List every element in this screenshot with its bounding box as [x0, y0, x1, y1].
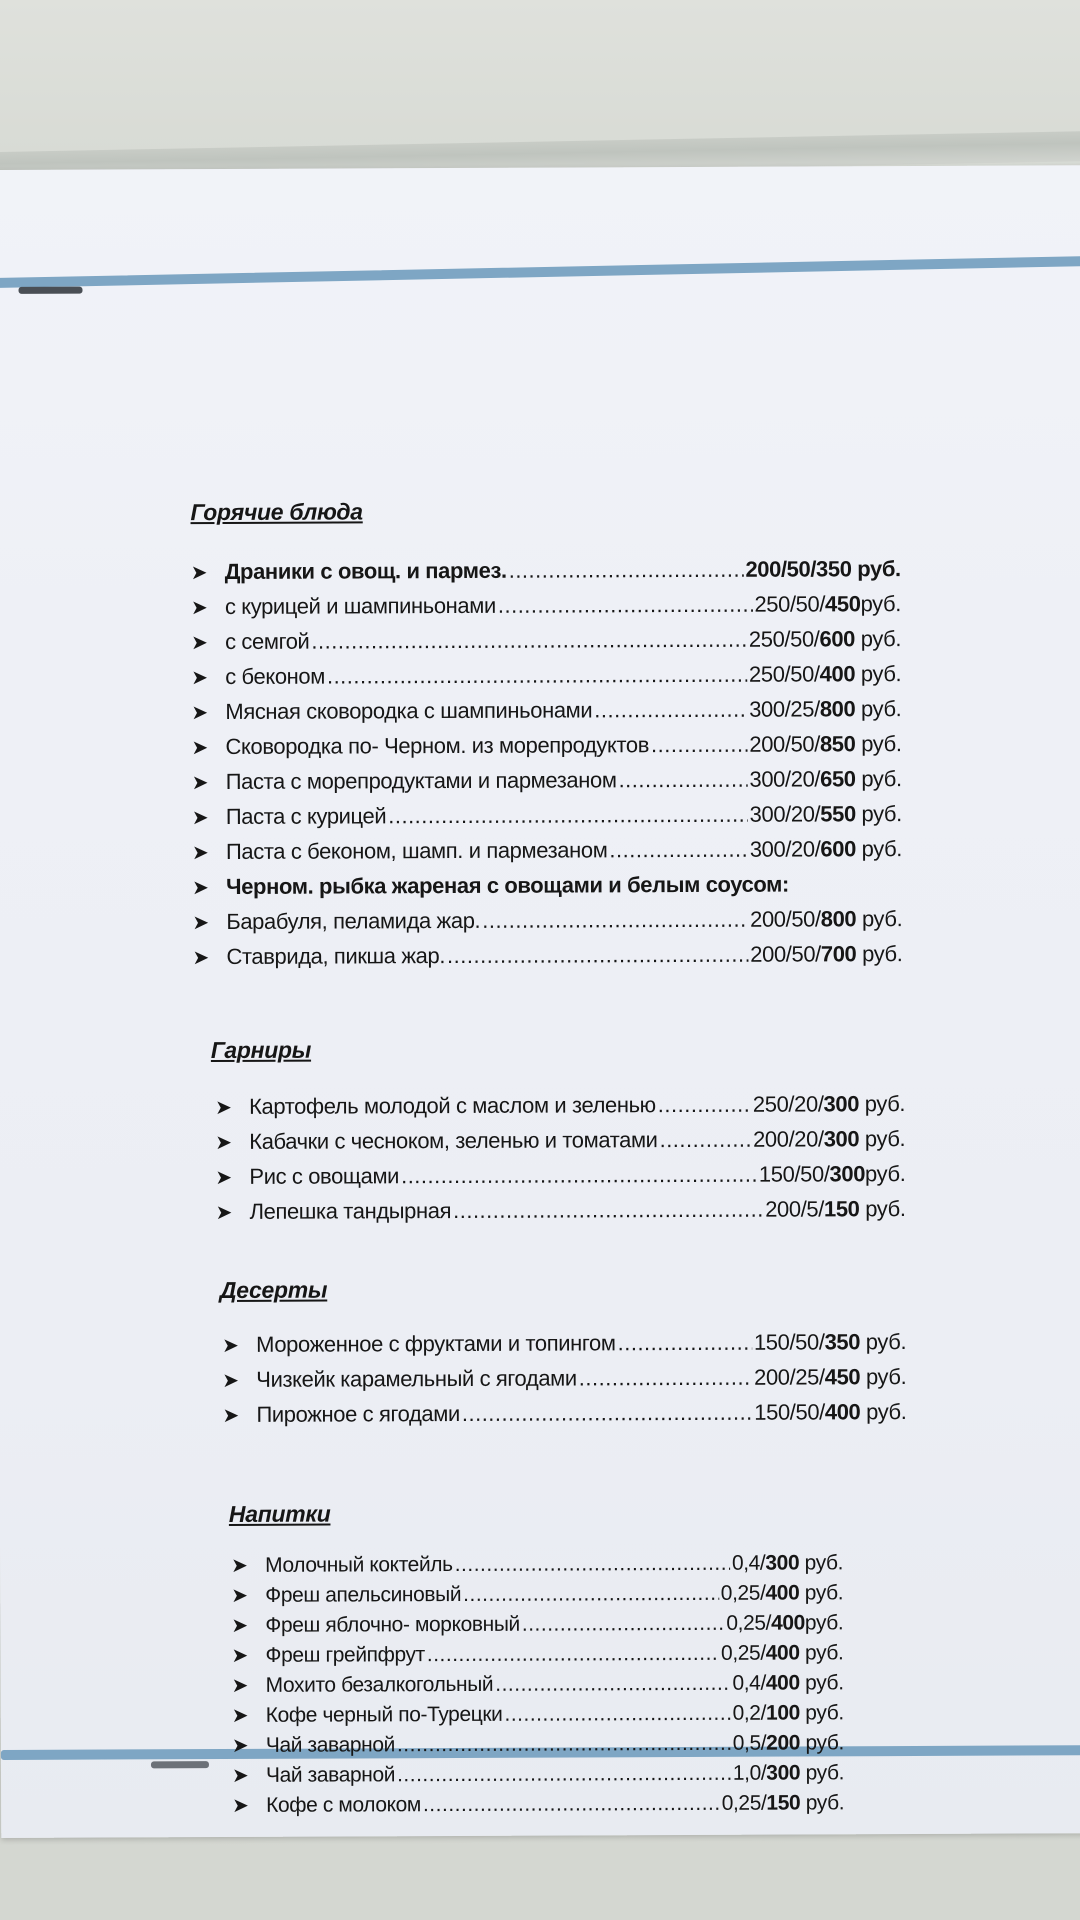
menu-item-price — [753, 1121, 905, 1157]
leader-dots — [522, 1609, 725, 1640]
price-portion: 1,0/ — [732, 1761, 767, 1785]
menu-item — [231, 1638, 843, 1671]
price-amount: 350 — [815, 556, 852, 582]
price-portion: 150/50/ — [758, 1161, 830, 1187]
price-portion: 0,4/ — [732, 1671, 766, 1695]
menu-item — [191, 726, 901, 764]
price-amount: 700 — [820, 941, 857, 967]
desserts-list — [222, 1324, 906, 1432]
price-portion: 200/50/ — [750, 906, 821, 932]
price-unit: руб. — [851, 556, 901, 582]
bullet-arrow-icon: ➤ — [191, 632, 208, 655]
price-portion: 200/50/ — [745, 556, 817, 582]
price-unit: руб. — [855, 661, 902, 687]
leader-dots — [659, 1122, 751, 1157]
price-amount: 400 — [765, 1671, 800, 1695]
price-amount: 600 — [820, 836, 856, 862]
menu-item-name: Черном. рыбка жареная с овощами и белым соусом: — [226, 871, 789, 899]
menu-item — [232, 1788, 844, 1821]
bullet-arrow-icon: ➤ — [191, 772, 209, 795]
price-unit: руб. — [799, 1731, 844, 1755]
price-unit: руб. — [855, 801, 902, 827]
menu-item-name: Лепешка тандырная — [249, 1198, 452, 1224]
bullet-arrow-icon: ➤ — [231, 1614, 248, 1637]
section-hot-title-wrap — [190, 496, 900, 526]
menu-item — [222, 1324, 906, 1362]
menu-item — [191, 656, 901, 694]
bullet-arrow-icon: ➤ — [231, 1584, 248, 1607]
menu-item-price — [750, 796, 902, 832]
leader-dots — [427, 1639, 719, 1670]
menu-item-name: Картофель молодой с маслом и зеленью — [249, 1092, 656, 1119]
price-amount: 300 — [823, 1126, 860, 1152]
bullet-arrow-icon: ➤ — [222, 1404, 239, 1428]
price-portion: 200/50/ — [749, 731, 820, 757]
menu-item — [222, 1359, 906, 1397]
price-amount: 800 — [819, 696, 856, 722]
menu-item — [232, 1698, 844, 1731]
bullet-arrow-icon: ➤ — [231, 1674, 249, 1697]
leader-dots — [397, 1729, 731, 1760]
menu-content — [190, 326, 910, 1817]
leader-dots — [618, 762, 747, 798]
price-unit: руб. — [860, 591, 901, 617]
menu-item-name: Кофе черный по-Турецки — [265, 1702, 503, 1727]
menu-item-price — [749, 691, 901, 727]
menu-item-name: Чай заварной — [265, 1763, 396, 1787]
price-amount: 600 — [819, 626, 856, 652]
menu-item-price — [733, 1728, 844, 1758]
menu-item-name: Мороженное с фруктами и топингом — [256, 1330, 616, 1357]
price-amount: 400 — [765, 1581, 800, 1605]
menu-item — [222, 1394, 906, 1432]
menu-item — [192, 831, 902, 869]
price-unit: руб. — [860, 1364, 907, 1390]
price-unit: руб. — [799, 1671, 844, 1695]
price-unit: руб. — [799, 1551, 844, 1575]
menu-item-name: Чизкейк карамельный с ягодами — [256, 1365, 577, 1392]
price-unit: руб. — [855, 696, 902, 722]
bullet-arrow-icon: ➤ — [231, 1704, 249, 1727]
price-amount: 400 — [771, 1611, 805, 1635]
price-amount: 300 — [823, 1091, 860, 1117]
bullet-arrow-icon: ➤ — [190, 597, 208, 620]
menu-item-name: с курицей и шампиньонами — [224, 592, 496, 619]
menu-item-name: с беконом — [225, 663, 325, 689]
price-portion: 300/20/ — [749, 801, 821, 827]
menu-item-name: Паста с беконом, шамп. и пармезаном — [225, 837, 608, 864]
bullet-arrow-icon: ➤ — [192, 947, 209, 970]
menu-item — [231, 1578, 843, 1611]
price-unit: руб. — [859, 1126, 906, 1152]
menu-item — [191, 586, 901, 624]
price-portion: 0,25/ — [720, 1641, 766, 1665]
price-amount: 350 — [824, 1329, 861, 1355]
price-amount: 400 — [824, 1399, 861, 1425]
menu-item-price — [721, 1638, 844, 1669]
menu-item-name: Паста с курицей — [225, 803, 387, 829]
menu-item — [192, 901, 902, 939]
bullet-arrow-icon: ➤ — [191, 702, 208, 725]
bullet-arrow-icon: ➤ — [191, 842, 209, 865]
leader-dots — [482, 902, 748, 938]
price-portion: 0,25/ — [720, 1581, 766, 1605]
bullet-arrow-icon: ➤ — [232, 1794, 249, 1817]
price-portion: 300/20/ — [749, 766, 821, 792]
menu-item — [231, 1548, 843, 1581]
menu-item-name: Фреш апельсиновый — [265, 1582, 462, 1607]
price-portion: 250/50/ — [748, 626, 820, 652]
leader-dots — [579, 1360, 752, 1396]
section-desserts-title-wrap — [220, 1274, 910, 1304]
menu-item-price — [765, 1191, 906, 1227]
menu-item-price — [754, 1359, 906, 1395]
price-portion: 200/50/ — [750, 941, 821, 967]
bullet-arrow-icon: ➤ — [191, 667, 208, 690]
leader-dots — [388, 797, 748, 834]
bullet-arrow-icon: ➤ — [192, 912, 209, 935]
price-unit: руб. — [858, 1091, 906, 1117]
price-portion: 150/50/ — [753, 1329, 825, 1355]
section-title-drinks: Напитки — [228, 1500, 331, 1527]
bullet-arrow-icon: ➤ — [215, 1166, 232, 1190]
price-amount: 850 — [819, 731, 856, 757]
menu-item-name: Сковородка по- Черном. из морепродуктов — [225, 732, 650, 759]
price-amount: 450 — [824, 591, 861, 617]
price-portion: 0,4/ — [731, 1551, 766, 1575]
menu-item-name: Фреш грейпфрут — [265, 1643, 425, 1667]
menu-item — [192, 796, 902, 834]
menu-item-name: Кофе с молоком — [266, 1793, 421, 1817]
menu-item-price — [754, 1324, 906, 1360]
bullet-arrow-icon: ➤ — [231, 1764, 249, 1787]
price-portion: 0,25/ — [726, 1611, 772, 1635]
price-portion: 200/20/ — [752, 1126, 824, 1152]
leader-dots — [617, 1325, 752, 1361]
menu-item — [192, 866, 902, 904]
menu-item — [192, 761, 902, 799]
price-amount: 300 — [765, 1551, 800, 1575]
drinks-list — [231, 1548, 844, 1821]
price-amount: 300 — [766, 1761, 801, 1785]
bullet-arrow-icon: ➤ — [231, 1734, 249, 1757]
menu-item-name: Ставрида, пикша жар. — [226, 943, 446, 969]
section-drinks-title-wrap — [229, 1498, 909, 1528]
menu-item-price — [726, 1608, 843, 1639]
price-unit: руб. — [856, 941, 903, 967]
price-portion: 0,2/ — [732, 1701, 767, 1725]
menu-item — [232, 1728, 844, 1761]
leader-dots — [423, 1789, 720, 1820]
menu-item-name: Рис с овощами — [249, 1163, 400, 1189]
menu-item-name: Драники с овощ. и пармез. — [224, 557, 507, 584]
price-unit: руб. — [854, 626, 902, 652]
price-amount: 450 — [824, 1364, 861, 1390]
menu-item-price — [759, 1156, 906, 1192]
leader-dots — [495, 1669, 730, 1700]
price-unit: руб. — [856, 906, 903, 932]
section-title-garnish: Гарниры — [210, 1036, 312, 1064]
price-unit: руб. — [855, 766, 902, 792]
menu-item-price — [750, 936, 902, 972]
leader-dots — [509, 552, 744, 588]
price-amount: 400 — [765, 1641, 800, 1665]
menu-item-name: Молочный коктейль — [265, 1553, 453, 1577]
price-portion: 0,25/ — [721, 1791, 767, 1815]
bullet-arrow-icon: ➤ — [192, 877, 209, 900]
price-portion: 300/20/ — [749, 836, 821, 862]
menu-item — [192, 936, 902, 974]
menu-item-name: Барабуля, пеламида жар. — [226, 907, 481, 934]
menu-item-price — [754, 1394, 906, 1430]
price-unit: руб. — [859, 1196, 906, 1222]
price-amount: 150 — [823, 1196, 860, 1222]
menu-item — [215, 1121, 905, 1159]
menu-item-price — [732, 1668, 843, 1698]
menu-item-price — [750, 831, 902, 867]
bullet-arrow-icon: ➤ — [231, 1644, 248, 1667]
bullet-arrow-icon: ➤ — [215, 1096, 232, 1120]
menu-item-price — [745, 551, 900, 587]
menu-item — [191, 621, 901, 659]
leader-dots — [453, 1192, 763, 1228]
bullet-arrow-icon: ➤ — [190, 562, 208, 585]
bullet-arrow-icon: ➤ — [191, 737, 208, 760]
bullet-arrow-icon: ➤ — [222, 1334, 239, 1358]
menu-item-price — [733, 1698, 844, 1728]
menu-item-price — [721, 1578, 844, 1609]
leader-dots — [463, 1579, 719, 1610]
leader-dots — [658, 1087, 751, 1122]
price-portion: 250/20/ — [752, 1091, 824, 1117]
hot-dishes-list — [191, 551, 903, 974]
price-amount: 400 — [819, 661, 856, 687]
price-portion: 300/25/ — [749, 696, 820, 722]
menu-item-price — [749, 656, 901, 692]
leader-dots — [609, 832, 748, 868]
leader-dots — [401, 1157, 757, 1194]
menu-item — [191, 691, 901, 729]
menu-item-price — [753, 1086, 905, 1122]
price-amount: 300 — [829, 1161, 866, 1187]
menu-item-price — [749, 621, 901, 657]
menu-item-name: Мясная сковородка с шампиньонами — [225, 697, 593, 724]
menu-item-price — [733, 1758, 844, 1788]
leader-dots — [311, 622, 747, 659]
price-amount: 550 — [820, 801, 856, 827]
menu-item — [232, 1668, 844, 1701]
leader-dots — [651, 727, 747, 762]
section-title-hot: Горячие блюда — [190, 498, 363, 526]
menu-sheet — [0, 165, 1080, 1838]
price-portion: 250/50/ — [748, 661, 820, 687]
bullet-arrow-icon: ➤ — [231, 1554, 248, 1577]
menu-item-price — [754, 586, 901, 622]
section-title-desserts: Десерты — [219, 1276, 328, 1304]
price-unit: руб. — [860, 1399, 907, 1425]
price-unit: руб. — [799, 1581, 844, 1605]
menu-item-name: Мохито безалкогольный — [265, 1672, 494, 1697]
bullet-arrow-icon: ➤ — [191, 807, 209, 830]
menu-item — [232, 1758, 844, 1791]
price-unit: руб. — [855, 731, 902, 757]
bullet-arrow-icon: ➤ — [215, 1131, 232, 1155]
menu-item — [215, 1156, 905, 1194]
menu-item-name: Кабачки с чесноком, зеленью и томатами — [249, 1127, 658, 1154]
price-portion: 250/50/ — [754, 591, 826, 617]
price-portion: 0,5/ — [732, 1731, 767, 1755]
price-unit: руб. — [800, 1791, 845, 1815]
leader-dots — [397, 1759, 731, 1790]
price-portion: 200/5/ — [765, 1196, 825, 1222]
leader-dots — [327, 657, 747, 694]
bullet-arrow-icon: ➤ — [215, 1201, 232, 1225]
leader-dots — [447, 937, 748, 973]
menu-item-price — [750, 901, 902, 937]
price-amount: 650 — [820, 766, 856, 792]
leader-dots — [455, 1549, 730, 1580]
menu-item-name: Паста с морепродуктами и пармезаном — [225, 767, 617, 794]
price-amount: 100 — [765, 1701, 800, 1725]
price-unit: руб. — [799, 1701, 844, 1725]
price-unit: руб. — [804, 1611, 844, 1635]
leader-dots — [462, 1395, 753, 1431]
menu-item-price — [722, 1788, 845, 1819]
menu-item-name: с семгой — [225, 628, 310, 654]
menu-item-price — [732, 1548, 843, 1578]
menu-item-name: Фреш яблочно- морковный — [265, 1612, 520, 1637]
price-unit: руб. — [860, 1329, 907, 1355]
price-portion: 150/50/ — [754, 1399, 825, 1425]
price-portion: 200/25/ — [754, 1364, 825, 1390]
price-unit: руб. — [800, 1761, 845, 1785]
garnish-list — [215, 1086, 906, 1229]
menu-item — [231, 1608, 843, 1641]
paper-clip-bottom — [151, 1761, 209, 1768]
paper-clip-top — [19, 287, 83, 294]
price-unit: руб. — [799, 1641, 844, 1665]
leader-dots — [504, 1699, 730, 1730]
top-rule — [0, 256, 1080, 288]
bullet-arrow-icon: ➤ — [222, 1369, 239, 1393]
price-amount: 800 — [820, 906, 857, 932]
menu-item-name: Чай заварной — [265, 1733, 395, 1757]
menu-item-price — [749, 726, 901, 762]
price-amount: 150 — [766, 1791, 801, 1815]
menu-item-price — [749, 761, 901, 797]
menu-item — [191, 551, 901, 589]
leader-dots — [594, 692, 747, 728]
section-garnish-title-wrap — [211, 1034, 911, 1064]
menu-item — [215, 1191, 905, 1229]
menu-item — [215, 1086, 905, 1124]
leader-dots — [498, 587, 753, 623]
price-unit: руб. — [864, 1161, 906, 1187]
price-unit: руб. — [855, 836, 903, 862]
price-amount: 200 — [766, 1731, 801, 1755]
menu-item-name: Пирожное с ягодами — [256, 1400, 460, 1427]
